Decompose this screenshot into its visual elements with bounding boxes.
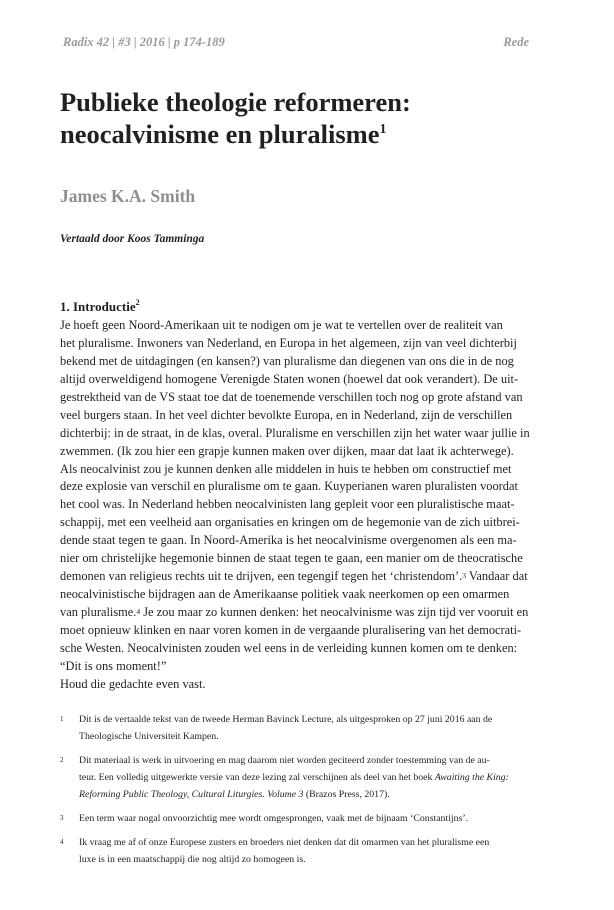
body-line: neocalvinistische bijdragen aan de Amerikaanse politiek vaak neerkomen op een omarmen <box>60 587 510 602</box>
footnote-mark-4[interactable]: 4 <box>136 607 141 616</box>
body-line: veel burgers staan. In het veel dichter bevolkte Europa, en in Nederland, zijn de verschillen <box>60 407 513 422</box>
body-line: deze explosie van verschil en pluralisme om te gaan. Kuyperianen waren pluralisten voordat <box>60 479 518 494</box>
journal-citation: Radix 42 | #3 | 2016 | p 174-189 <box>63 35 225 49</box>
footnote-line <box>79 769 532 786</box>
body-line <box>60 568 530 586</box>
section-heading <box>60 299 140 315</box>
body-line: het pluralisme. Inwoners van Nederland, en Europa in het algemeen, zijn van veel dichterbij <box>60 335 517 350</box>
book-subtitle: Reforming Public Theology, Cultural Liturgies. Volume 3 <box>79 789 304 800</box>
body-line <box>60 604 530 622</box>
body-line: moet opnieuw klinken en naar voren komen in de vergaande pluralisering van het democrati- <box>60 622 522 637</box>
body-line: nier om christelijke hegemonie binnen de staat tegen te gaan, een manier om de theocratische <box>60 551 523 566</box>
footnote-line: Theologische Universiteit Kampen. <box>79 731 219 742</box>
body-line: Als neocalvinist zou je kunnen denken alle middelen in huis te hebben om constructief met <box>60 461 512 476</box>
body-line: het cool was. In Nederland hebben neocalvinisten lang gepleit voor een pluralistische maat- <box>60 497 515 512</box>
footnote-number: 3 <box>60 814 64 822</box>
book-title: Awaiting the King: <box>434 772 509 783</box>
footnote-text: teur. Een volledig uitgewerkte versie van deze lezing zal verschijnen als deel van het boek <box>79 772 435 783</box>
body-line: dichterbij: in de straat, in de klas, overal. Pluralisme en verschillen zijn het water waar jullie in <box>60 425 530 440</box>
title-line-1: Publieke theologie reformeren: <box>60 87 411 117</box>
body-line: “Dit is ons moment!” <box>60 658 167 673</box>
body-text <box>60 317 530 694</box>
body-line: Je hoeft geen Noord-Amerikaan uit te nodigen om je wat te vertellen over de realiteit van <box>60 318 503 332</box>
footnote-line: luxe is in een maatschappij die nog altijd zo homogeen is. <box>79 854 306 865</box>
author-name: James K.A. Smith <box>60 186 196 206</box>
footnote-text: (Brazos Press, 2017). <box>303 789 390 800</box>
footnote-line: Dit materiaal is werk in uitvoering en mag daarom niet worden geciteerd zonder toestemming van de au- <box>79 755 490 766</box>
footnote-4 <box>60 834 532 868</box>
body-line-text: Je zou maar zo kunnen denken: het neocalvinisme was zijn tijd ver vooruit en <box>140 605 529 619</box>
section-heading-text: 1. Introductie <box>60 299 136 314</box>
translator-credit: Vertaald door Koos Tamminga <box>60 233 205 245</box>
footnote-line: Ik vraag me af of onze Europese zusters en broeders niet denken dat dit omarmen van het pluralisme een <box>79 837 490 848</box>
body-line: sche Westen. Neocalvinisten zouden wel eens in de verleiding kunnen komen om te denken: <box>60 640 518 655</box>
body-line: gestrektheid van de VS staat toe dat de toenemende verschillen toch nog op grote afstand van <box>60 389 523 404</box>
footnote-number: 4 <box>60 838 64 846</box>
body-line-text: demonen van religieus rechts uit te drijven, een tegengif tegen het ‘christendom’. <box>60 569 463 584</box>
title-line-2-text: neocalvinisme en pluralisme <box>60 119 380 149</box>
footnotes <box>60 711 532 875</box>
footnote-number: 2 <box>60 756 64 764</box>
section-label: Rede <box>503 35 529 49</box>
footnote-line: Dit is de vertaalde tekst van de tweede Herman Bavinck Lecture, als uitgesproken op 27 juni 2016 aan de <box>79 714 493 725</box>
body-line: bekend met de uitdagingen (en kansen?) van pluralisme dan diegenen van ons die in de nog <box>60 353 514 368</box>
footnote-number: 1 <box>60 715 64 723</box>
running-header <box>63 35 529 53</box>
body-line: altijd overweldigend homogene Verenigde Staten wonen (hoewel dat ook verandert). De uit- <box>60 371 519 386</box>
title-line-2 <box>60 118 540 150</box>
footnote-1 <box>60 711 532 745</box>
body-line: zwemmen. (Ik zou hier een grapje kunnen maken over dijken, maar dat laat ik achterwege). <box>60 443 514 458</box>
body-line-text: Vandaar dat <box>465 569 528 584</box>
body-line: Houd die gedachte even vast. <box>60 676 206 691</box>
title-footnote-mark[interactable]: 1 <box>379 122 387 137</box>
body-line-text: van pluralisme. <box>60 605 137 619</box>
article-title <box>60 86 540 150</box>
footnote-line: Een term waar nogal onvoorzichtig mee wordt omgesprongen, vaak met de bijnaam ‘Constantijns’. <box>79 813 469 824</box>
footnote-3 <box>60 810 532 827</box>
footnote-mark-3[interactable]: 3 <box>462 571 466 581</box>
body-line: schappij, met een veelheid aan organisaties en kringen om de hegemonie van de zich uitbrei- <box>60 515 520 530</box>
footnote-line <box>79 786 532 803</box>
body-line: dende staat tegen te gaan. In Noord-Amerika is het neocalvinisme overgenomen als een ma- <box>60 533 517 548</box>
footnote-2 <box>60 752 532 803</box>
section-footnote-mark[interactable]: 2 <box>135 298 140 307</box>
